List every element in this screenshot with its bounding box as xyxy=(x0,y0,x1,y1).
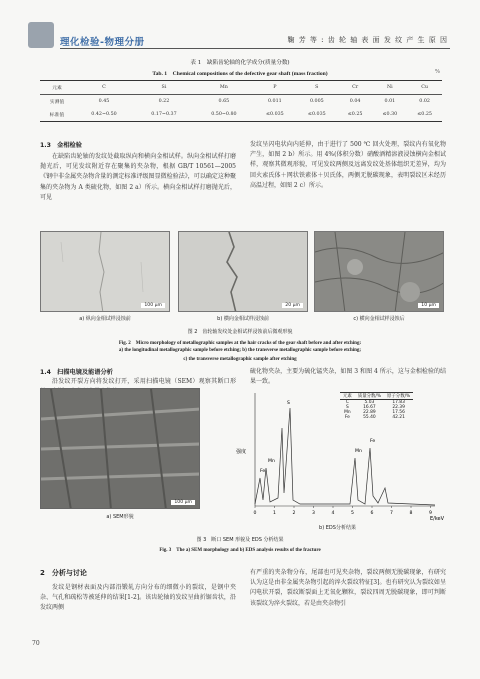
eds-table-cell: Mn xyxy=(344,410,351,415)
micrograph-b xyxy=(178,231,308,312)
eds-x-tick-label: 0 xyxy=(253,511,257,516)
table-cell: 0.42~0.50 xyxy=(91,112,117,117)
eds-x-tick-label: 1 xyxy=(273,511,276,516)
table1-unit: % xyxy=(434,69,440,75)
table-header-cell: Cu xyxy=(421,85,428,90)
table-cell: 0.04 xyxy=(349,99,361,104)
table-header-cell: Cr xyxy=(352,85,359,90)
table-cell: 0.45 xyxy=(98,99,110,104)
composition-table xyxy=(40,80,442,122)
eds-table-header-cell: 元素 xyxy=(340,393,355,400)
figure3-label-b: b) EDS分析结果 xyxy=(319,525,356,531)
table-header-cell: Mn xyxy=(219,85,228,90)
figure2-caption-en-3: c) the transverse metallographic sample after etching xyxy=(183,357,297,362)
eds-table-cell: Fe xyxy=(344,415,350,420)
eds-table-cell: 17.83 xyxy=(392,400,405,405)
table1-caption-cn: 表 1 缺陷齿轮轴的化学成分(质量分数) xyxy=(190,60,290,66)
header-rule xyxy=(60,48,450,49)
scale-bar-a: 100 μm xyxy=(141,303,165,308)
eds-table-cell: 5.03 xyxy=(364,400,375,405)
table-cell: 0.65 xyxy=(218,99,230,104)
eds-table-cell: 16.67 xyxy=(363,405,376,410)
table-row xyxy=(40,108,442,122)
table1-caption-en: Tab. 1 Chemical compositions of the defective gear shaft (mass fraction) xyxy=(152,71,328,77)
section-1-4-right-text: 硫化物夹杂，主要为硫化锰夹杂，如图 3 和图 4 所示，这与金相检验的结果一致。 xyxy=(250,368,446,386)
eds-x-tick-label: 2 xyxy=(292,511,296,516)
sem-image xyxy=(40,388,200,509)
scale-bar-b: 20 μm xyxy=(282,303,303,308)
figure2-label-b: b) 横向金相试样浸蚀前 xyxy=(217,316,269,322)
eds-table-cell: 17.56 xyxy=(392,410,405,415)
table-cell: 0.02 xyxy=(419,99,430,104)
table-cell: 0.22 xyxy=(158,99,170,104)
section-1-3-left-text: 在缺陷齿轮轴的发纹处截取纵向和横向金相试样。纵向金相试样打磨抛光后，可见发纹附近存在聚集的夹杂物，根据 GB/T 10561—2005《钢中非金属夹杂物含量的测定标准评级图显微检验法》，可以确定这种聚集的夹杂物为 A 类硫化物，如图 2 a）所示。横向金相试样打磨抛光后，可见 xyxy=(40,153,236,201)
journal-logo-text: 理化检验-物理分册 xyxy=(60,37,145,48)
section-1-3-right-text: 发纹呈闪电状向内延伸，由于进行了 500 ℃ 回火处理，裂纹内有氧化物产生，如图 2 b）所示。用 4%(体积分数）硝酸酒精溶液浸蚀横向金相试样，观察其微观形貌，可见发纹两侧及远离发纹处基体组织无差异，均为回火索氏体＋网状铁素体＋贝氏体，两侧无脱碳现象，表明裂纹区未经历高温过程，如图 2 c）所示。 xyxy=(250,141,446,189)
eds-peak-label-mn-l: Mn xyxy=(268,459,275,464)
eds-x-tick-label: 4 xyxy=(331,511,335,516)
section-1-3-heading: 1.3 金相检验 xyxy=(40,142,82,149)
eds-table-header-cell: 原子分数/% xyxy=(384,393,413,400)
section-1-4-left-text: 沿发纹开裂方向将发纹打开，采用扫描电镜（SEM）观察其断口形 xyxy=(52,378,236,385)
table-cell: 0.01 xyxy=(384,99,396,104)
eds-x-tick-label: 5 xyxy=(351,511,354,516)
table-header-cell: P xyxy=(273,85,277,90)
eds-x-tick-label: 8 xyxy=(409,511,413,516)
scale-bar-c: 10 μm xyxy=(418,303,439,308)
eds-table-cell: C xyxy=(345,400,349,405)
section-1-4-heading: 1.4 扫描电镜及能谱分析 xyxy=(40,369,113,376)
figure3-label-a: a) SEM形貌 xyxy=(106,514,134,520)
figure2-caption-en-2: a) the longitudinal metallographic sample before etching; b) the transverse metallographic sample before etching; xyxy=(118,348,362,353)
section-2-heading: 2 分析与讨论 xyxy=(40,569,87,577)
eds-chart xyxy=(230,388,445,521)
micrograph-c xyxy=(314,231,444,312)
table-cell: 0.005 xyxy=(309,99,324,104)
figure2-label-c: c) 横向金相试样浸蚀后 xyxy=(353,316,405,322)
figure2-label-a: a) 纵向金相试样浸蚀前 xyxy=(79,316,131,322)
eds-xlabel: E/keV xyxy=(430,516,445,522)
eds-ylabel: 强度 xyxy=(236,449,247,455)
eds-x-tick-label: 9 xyxy=(429,511,432,516)
eds-table-cell: S xyxy=(346,405,349,410)
table-cell: 0.50~0.80 xyxy=(211,112,237,117)
table-cell: ≤0.035 xyxy=(265,112,284,117)
table-header-cell: Si xyxy=(161,85,167,90)
eds-table-header-cell: 质量分数/% xyxy=(355,393,384,400)
section-2-left-text: 发纹是钢材表面及内部沿锻轧方向分布的细微小的裂纹，是钢中夹杂、气孔和疏松等被延伸的结果[1-2]。该齿轮轴的发纹呈曲折锯齿状，沿发纹两侧 xyxy=(40,584,236,612)
eds-table-cell: 55.40 xyxy=(363,415,376,420)
eds-table-cell: 22.89 xyxy=(363,410,376,415)
table-header-row xyxy=(40,81,442,95)
table-cell: 0.17~0.37 xyxy=(151,112,177,117)
journal-logo-icon xyxy=(28,22,54,48)
table-header-cell: C xyxy=(102,85,106,90)
eds-table-cell: 22.39 xyxy=(392,405,405,410)
eds-spectrum-line xyxy=(255,408,435,505)
figure2-caption-en-1: Fig. 2 Micro morphology of metallographic samples at the hair cracks of the gear shaft before and after etching: xyxy=(118,341,362,346)
eds-table-cell: 42.21 xyxy=(392,415,405,420)
section-2-right-text: 有严重的夹杂物分布，尾部也可见夹杂物，裂纹两侧无脱碳现象，有研究认为这是由非金属夹杂物引起的淬火裂纹特征[3]。也有研究认为裂纹如呈闪电状开裂，裂纹断裂面上无氧化颗粒，裂纹四周无脱碳现象，即可判断该裂纹为淬火裂纹，若是由夹杂物引 xyxy=(250,569,446,607)
table-cell: ≤0.25 xyxy=(347,112,363,117)
figure3-caption-cn: 图 3 断口 SEM 形貌及 EDS 分析结果 xyxy=(196,537,284,543)
table-cell: ≤0.035 xyxy=(307,112,326,117)
eds-peak-label-fe-l: Fe xyxy=(260,469,266,474)
eds-composition-table xyxy=(340,392,413,420)
eds-peak-label-fe-k: Fe xyxy=(370,439,376,444)
table-cell: 0.011 xyxy=(267,99,282,104)
figure3-caption-en: Fig. 3 The a) SEM morphology and b) EDS analysis results of the fracture xyxy=(159,548,321,553)
sem-scale-bar: 100 μm xyxy=(171,500,195,505)
table-row xyxy=(40,95,442,109)
eds-peak-label-mn-k: Mn xyxy=(355,449,362,454)
table-header-cell: 元素 xyxy=(52,86,62,91)
figure2-caption-cn: 图 2 齿轮轴发纹处金相试样浸蚀前后微观形貌 xyxy=(187,329,293,335)
eds-table-row xyxy=(340,415,413,420)
eds-x-tick-label: 6 xyxy=(370,511,374,516)
table-header-cell: Ni xyxy=(386,85,393,90)
eds-peak-label-s: S xyxy=(287,401,290,406)
table-cell: 标准值 xyxy=(49,113,65,118)
table-header-cell: S xyxy=(315,85,319,90)
table-cell: ≤0.30 xyxy=(382,112,398,117)
page-number: 70 xyxy=(32,640,40,647)
eds-x-tick-label: 3 xyxy=(312,511,315,516)
eds-x-tick-label: 7 xyxy=(390,511,393,516)
running-head: 鞠 芳 等 : 齿 轮 轴 表 面 发 纹 产 生 原 因 xyxy=(287,36,448,44)
table-cell: 实测值 xyxy=(49,100,65,105)
table-cell: ≤0.25 xyxy=(417,112,432,117)
micrograph-a xyxy=(40,231,170,312)
